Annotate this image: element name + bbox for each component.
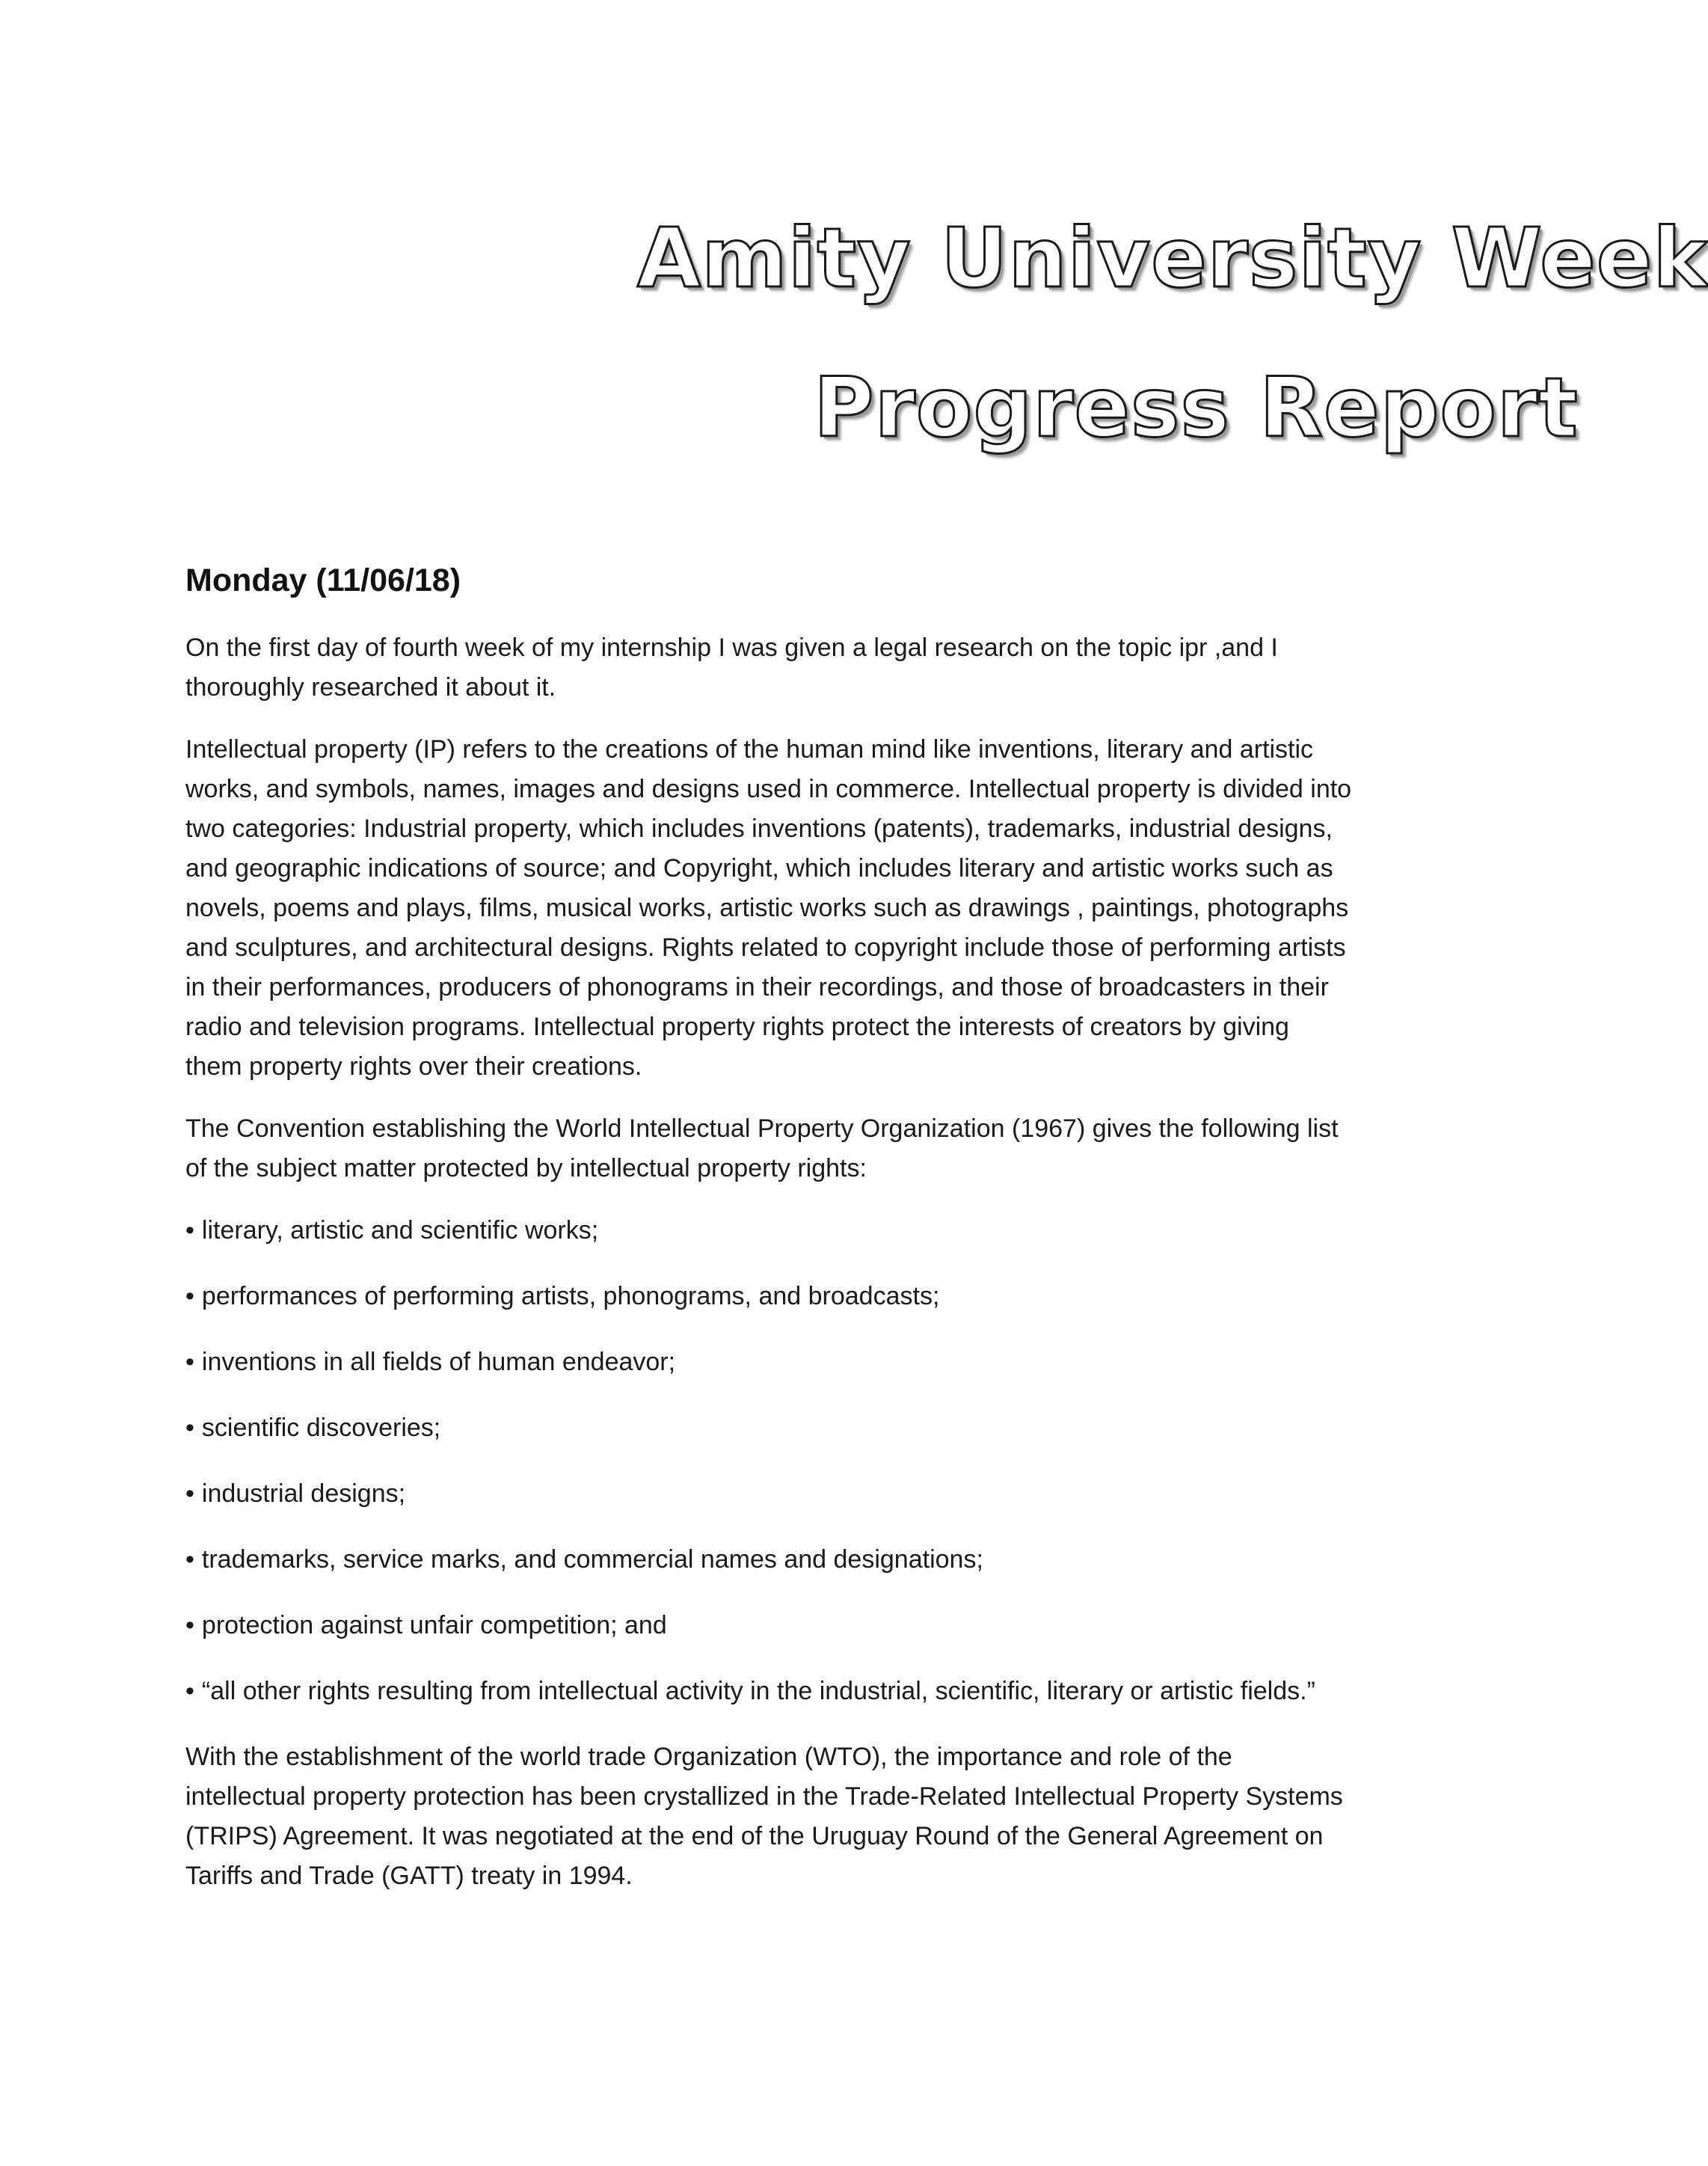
- list-item-text: literary, artistic and scientific works;: [201, 1216, 599, 1245]
- bullet-icon: •: [185, 1479, 194, 1508]
- wto-paragraph: With the establishment of the world trade Organization (WTO), the importance and role of the intellectual property protection has been crystallized in the Trade-Related Intellectual Property Systems (TRIPS) Agreement. It was negotiated at the end of the Uruguay Round of the General Agreement on Tariffs and Trade (GATT) treaty in 1994.: [185, 1743, 1343, 1890]
- bullet-icon: •: [185, 1677, 194, 1705]
- list-item-text: scientific discoveries;: [201, 1414, 441, 1442]
- list-item-text: inventions in all fields of human endeavor;: [201, 1348, 676, 1376]
- list-item: [185, 1606, 1352, 1645]
- day-heading: Monday (11/06/18): [185, 562, 461, 598]
- list-item-text: performances of performing artists, phonograms, and broadcasts;: [201, 1282, 940, 1310]
- bullet-icon: •: [185, 1348, 194, 1376]
- list-item: [185, 1540, 1352, 1580]
- report-title-line-1: Amity University Week: [637, 210, 1708, 306]
- convention-paragraph: The Convention establishing the World Intellectual Property Organization (1967) gives the following list of the subject matter protected by intellectual property rights:: [185, 1114, 1339, 1182]
- list-item-text: protection against unfair competition; and: [201, 1611, 667, 1639]
- list-item: [185, 1474, 1352, 1514]
- intro-paragraph: On the first day of fourth week of my internship I was given a legal research on the topic ipr ,and I thoroughly researched it about it.: [185, 633, 1278, 702]
- ip-definition-paragraph: Intellectual property (IP) refers to the creations of the human mind like inventions, literary and artistic works, and symbols, names, images and designs used in commerce. Intellectual property is divided into two categories: Industrial property, which includes inventions (patents), trademarks, industrial designs, and geographic indications of source; and Copyright, which includes literary and artistic works such as novels, poems and plays, films, musical works, artistic works such as drawings , paintings, photographs and sculptures, and architectural designs. Rights related to copyright include those of performing artists in their performances, producers of phonograms in their recordings, and those of broadcasters in their radio and television programs. Intellectual property rights protect the interests of creators by giving them property rights over their creations.: [185, 735, 1352, 1081]
- list-item: [185, 1672, 1352, 1711]
- bullet-icon: •: [185, 1414, 194, 1442]
- list-item-text: trademarks, service marks, and commercial names and designations;: [201, 1545, 983, 1574]
- subject-matter-list: [185, 1211, 1352, 1711]
- list-item: [185, 1343, 1352, 1382]
- list-item-text: industrial designs;: [201, 1479, 406, 1508]
- bullet-icon: •: [185, 1545, 194, 1574]
- list-item-text: “all other rights resulting from intellectual activity in the industrial, scientific, literary or artistic fields.”: [201, 1677, 1315, 1705]
- bullet-icon: •: [185, 1216, 194, 1245]
- list-item: [185, 1211, 1352, 1251]
- report-body: [185, 559, 1352, 1918]
- list-item: [185, 1408, 1352, 1448]
- report-title-line-2: Progress Report: [814, 360, 1579, 455]
- bullet-icon: •: [185, 1611, 194, 1639]
- bullet-icon: •: [185, 1282, 194, 1310]
- list-item: [185, 1277, 1352, 1316]
